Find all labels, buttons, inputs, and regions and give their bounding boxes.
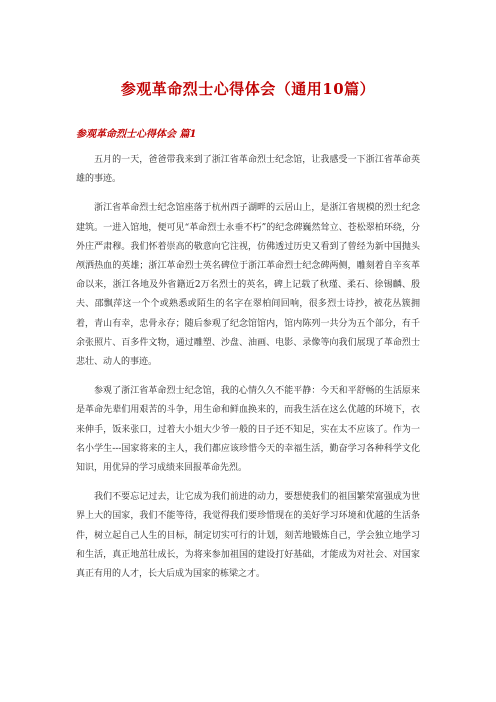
paragraph: 浙江省革命烈士纪念馆座落于杭州西子湖畔的云居山上，是浙江省规模的烈士纪念建筑。一进入馆地，便可见“革命烈士永垂不朽”的纪念碑巍然耸立、苍松翠柏环绕，分外庄严肃穆。我们怀着崇高的敬意向它注视，仿佛透过历史又看到了曾经为新中国抛头颅洒热血的英雄；浙江革命烈士英名碑位于浙江革命烈士纪念碑两侧，雕刻着自辛亥革命以来，浙江各地及外省籍近2万名烈士的英名，碑上记载了秋瑾、柔石、徐锡麟、殷夫、邵飘萍这一个个或熟悉或陌生的名字在翠柏间回响，很多烈士诗抄，被花丛簇拥着，青山有幸，忠骨永存；随后参观了纪念馆馆内，馆内陈列一共分为五个部分，有千余张照片、百多件文物，通过雕塑、沙盘、油画、电影、录像等向我们展现了革命烈士悲壮、动人的事迹。 [76, 203, 420, 368]
paragraph: 参观了浙江省革命烈士纪念馆，我的心情久久不能平静：今天和平舒畅的生活原来是革命先辈们用艰苦的斗争，用生命和鲜血换来的，而我生活在这么优越的环境下，衣来伸手，饭来张口，过着大小姐大少爷一般的日子还不知足，实在太不应该了。作为一名小学生---国家将来的主人，我们都应该珍惜今天的幸福生活，勤奋学习各种科学文化知识，用优异的学习成绩来回报革命先烈。 [76, 386, 420, 474]
section-heading: 参观革命烈士心得体会 篇1 [76, 129, 197, 140]
paragraph: 我们不要忘记过去，让它成为我们前进的动力，要想使我们的祖国繁荣富强成为世界上大的国家，我们不能等待，我觉得我们要珍惜现在的美好学习环境和优越的生活条件，树立起自己人生的目标，制定切实可行的计划，刻苦地锻炼自己，学会独立地学习和生活，真正地茁壮成长，为将来参加祖国的建设打好基础，才能成为对社会、对国家真正有用的人才，长大后成为国家的栋梁之才。 [76, 492, 420, 580]
document-title: 参观革命烈士心得体会（通用10篇） [120, 80, 376, 98]
body-text [76, 151, 420, 594]
paragraph: 五月的一天，爸爸带我来到了浙江省革命烈士纪念馆，让我感受一下浙江省革命英雄的事迹。 [76, 155, 420, 185]
